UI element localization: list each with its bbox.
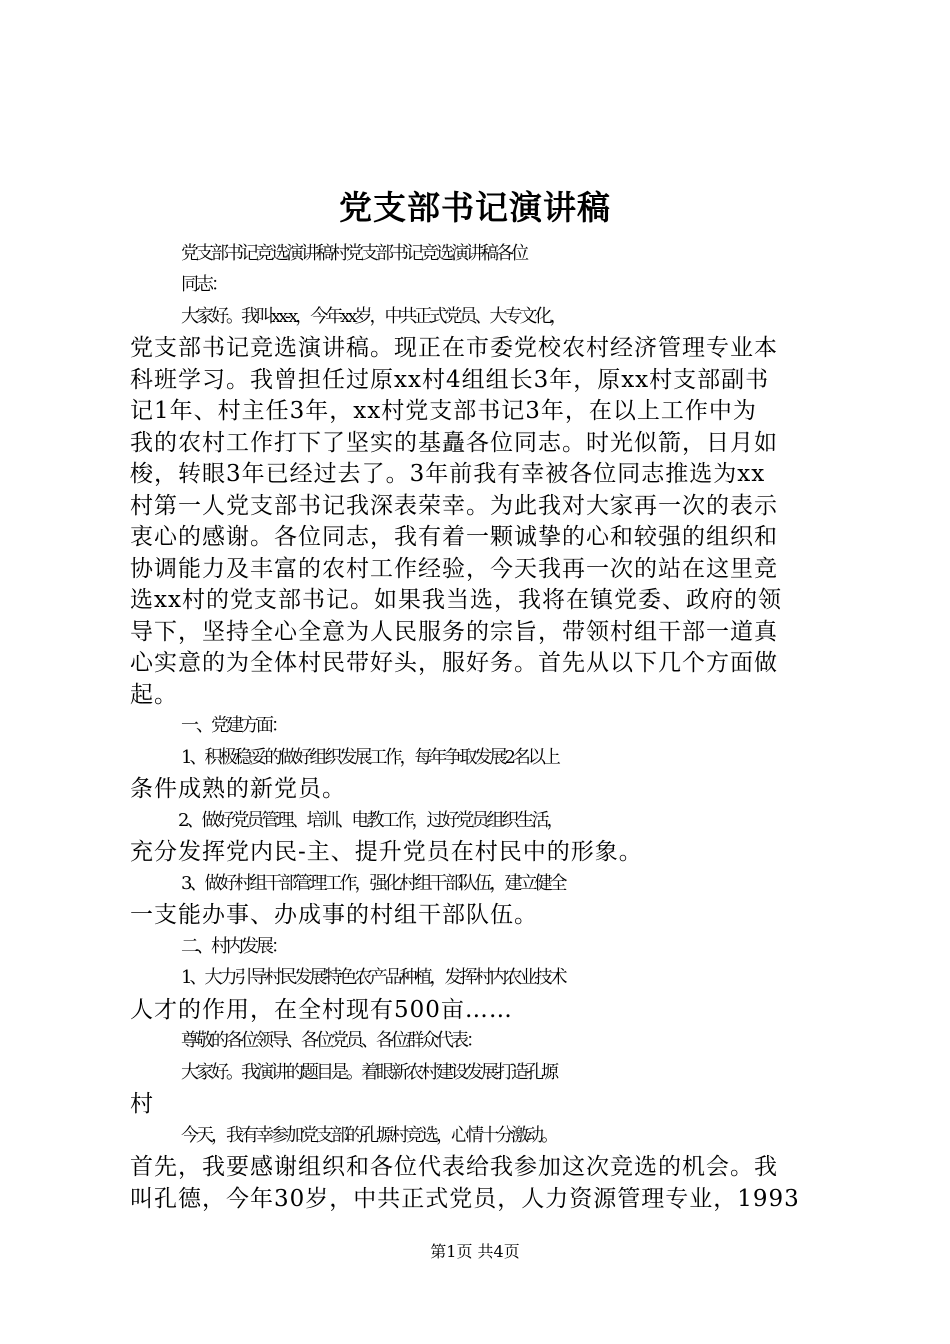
body-line-18: 条件成熟的新党员。: [130, 776, 346, 802]
body-line-14: 心实意的为全体村民带好头，服好务。首先从以下几个方面做: [130, 650, 778, 676]
body-line-19: 2、做好党员管理、培训、电教工作，过好党员组织生活，: [178, 810, 562, 831]
body-line-26: 尊敬的各位领导、各位党员、各位群众代表：: [181, 1030, 481, 1051]
body-line-6: 记1年、村主任3年，xx村党支部书记3年，在以上工作中为: [130, 398, 757, 424]
body-line-7: 我的农村工作打下了坚实的基矗各位同志。时光似箭，日月如: [130, 430, 778, 456]
body-line-3: 大家好。我叫xx-x，今年xx岁，中共正式党员、大专文化，: [181, 306, 565, 327]
body-line-5: 科班学习。我曾担任过原xx村4组组长3年，原xx村支部副书: [130, 367, 770, 393]
body-line-15: 起。: [130, 682, 178, 708]
body-line-30: 首先，我要感谢组织和各位代表给我参加这次竞选的机会。我: [130, 1154, 778, 1180]
page-number-footer: 第1页 共4页: [430, 1242, 520, 1261]
document-title: 党支部书记演讲稿: [339, 188, 611, 227]
body-line-22: 一支能办事、办成事的村组干部队伍。: [130, 902, 538, 928]
body-line-12: 选xx村的党支部书记。如果我当选，我将在镇党委、政府的领: [130, 587, 782, 613]
body-line-4: 党支部书记竞选演讲稿。现正在市委党校农村经济管理专业本: [130, 335, 778, 361]
body-line-1: 党支部书记竞选演讲稿村党支部书记竞选演讲稿各位: [181, 243, 526, 264]
body-line-21: 3、做好村组干部管理工作，强化村组干部队伍，建立健全: [181, 873, 565, 894]
body-line-20: 充分发挥党内民-主、提升党员在村民中的形象。: [130, 839, 643, 865]
body-line-17: 1、积极稳妥的做好组织发展工作，每年争取发展2名以上: [181, 747, 558, 768]
body-line-25: 人才的作用，在全村现有500亩……: [130, 997, 513, 1023]
body-line-28: 村: [130, 1091, 154, 1117]
body-line-10: 衷心的感谢。各位同志，我有着一颗诚挚的心和较强的组织和: [130, 524, 778, 550]
body-line-13: 导下，坚持全心全意为人民服务的宗旨，带领村组干部一道真: [130, 619, 778, 645]
body-line-11: 协调能力及丰富的农村工作经验，今天我再一次的站在这里竞: [130, 556, 778, 582]
body-line-29: 今天，我有幸参加党支部的孔塬村竞选，心情十分激动。: [181, 1125, 556, 1146]
body-line-8: 梭，转眼3年已经过去了。3年前我有幸被各位同志推选为xx: [130, 461, 766, 487]
section-heading-party: 一、党建方面：: [181, 715, 286, 736]
body-line-2: 同志：: [181, 274, 226, 295]
body-line-27: 大家好。我演讲的题目是。着眼新农村建设发展打造孔塬: [181, 1062, 556, 1083]
body-line-24: 1、大力引导村民发展特色农产品种植，发挥村内农业技术: [181, 967, 565, 988]
section-heading-village: 二、村内发展：: [181, 936, 286, 957]
body-line-31: 叫孔德，今年30岁，中共正式党员，人力资源管理专业，1993: [130, 1186, 800, 1212]
body-line-9: 村第一人党支部书记我深表荣幸。为此我对大家再一次的表示: [130, 493, 778, 519]
